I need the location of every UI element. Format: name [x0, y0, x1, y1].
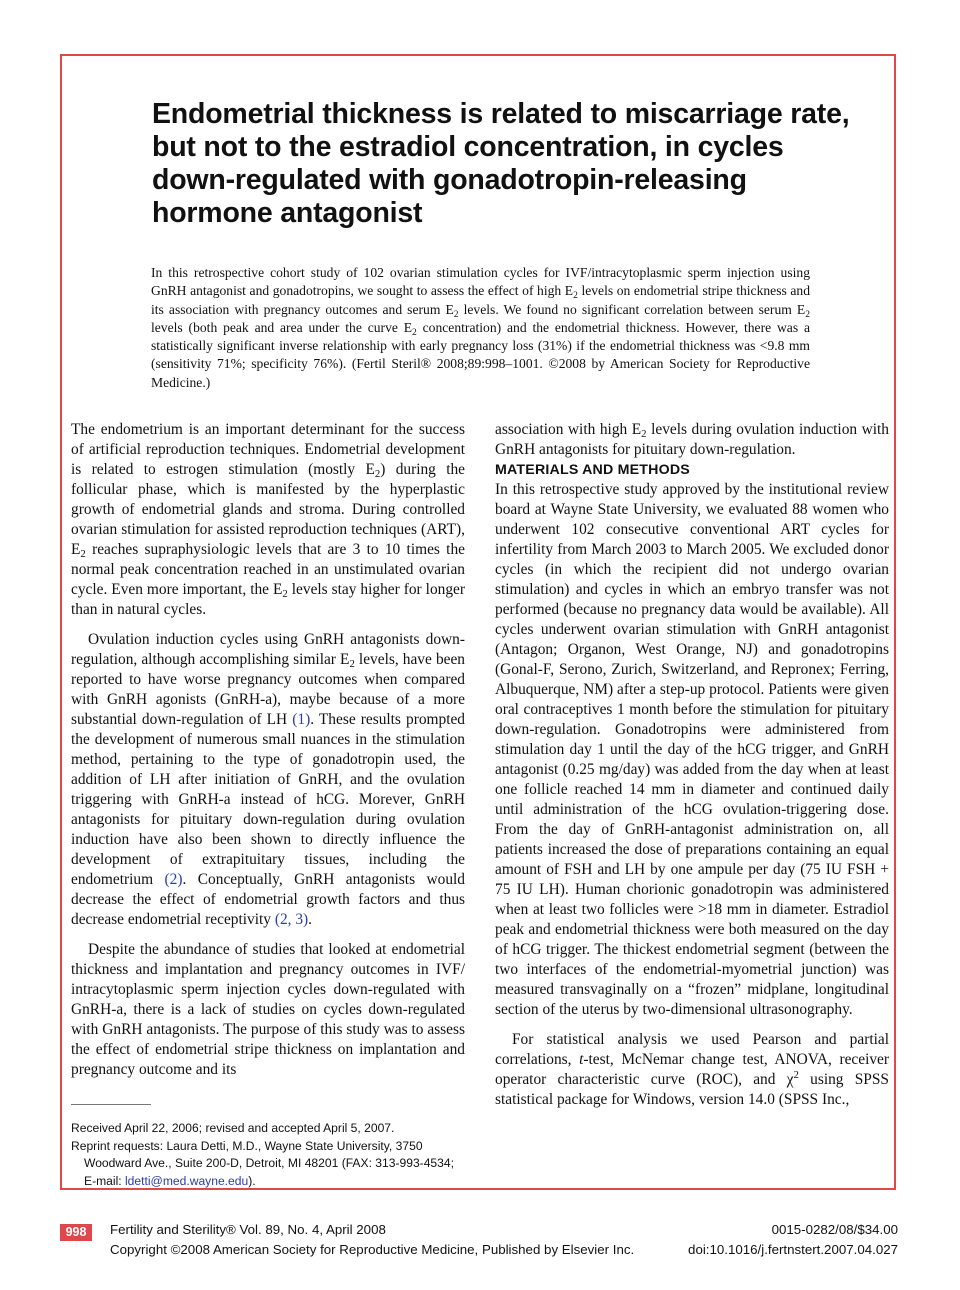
page-number: 998 — [60, 1224, 92, 1241]
title-line: hormone antagonist — [152, 197, 423, 229]
reference-link[interactable]: (1) — [292, 711, 311, 728]
title-line: down-regulated with gonadotropin-releasing — [152, 164, 747, 196]
reference-link[interactable]: (2) — [164, 871, 183, 888]
footer-right — [688, 1220, 898, 1260]
email-line: E-mail: ldetti@med.wayne.edu). — [84, 1173, 256, 1188]
intro-paragraph-3: Despite the abundance of studies that looked at endometrial thickness and implantation and pregnancy outcomes in IVF/ intracytoplasmic sperm injection cycles down-regulated with GnRH-a, there is a lack of studies on cycles down-regulated with GnRH antagonists. The purpose of this study was to assess the effect of endometrial stripe thickness on implantation and pregnancy outcome and its — [71, 941, 465, 1078]
copyright: Copyright ©2008 American Society for Reproductive Medicine, Published by Elsevier Inc. — [110, 1242, 635, 1257]
intro-paragraph-2: Ovulation induction cycles using GnRH antagonists down-regulation, although accomplishing similar $E_2$ levels, have been reported to have worse pregnancy outcomes when compared with GnRH agonists (GnRH-a), maybe because of a more substantial down-regulation of LH (1). These results prompted the development of numerous small nuances in the stimulation method, pertaining to the type of gonadotropin used, the addition of LH after initiation of GnRH, and the ovulation triggering with GnRH-a instead of hCG. Morever, GnRH antagonists for pituitary down-regulation during ovulation induction have also been shown to directly influence the development of extrapituitary tissues, including the endometrium (2). Conceptually, GnRH antagonists would decrease the effect of endometrial growth factors and thus decrease endometrial receptivity (2, 3). — [71, 631, 466, 928]
received-dates: Received April 22, 2006; revised and accepted April 5, 2007. — [71, 1121, 395, 1135]
reprint-requests: Reprint requests: Laura Detti, M.D., Wayne State University, 3750 — [71, 1138, 423, 1153]
section-heading: MATERIALS AND METHODS — [495, 462, 690, 478]
right-column — [495, 420, 889, 1110]
title-line: Endometrial thickness is related to miscarriage rate, — [152, 98, 850, 130]
methods-paragraph-1: In this retrospective study approved by the institutional review board at Wayne State University, we evaluated 88 women who underwent 102 consecutive conventional ART cycles for infertility from March 2003 to March 2005. We excluded donor cycles (in which the recipient did not undergo ovarian stimulation) and cycles in which an embryo transfer was not performed (because no pregnancy data would be available). All cycles underwent ovarian stimulation with GnRH antagonist (Antagon; Organon, West Orange, NJ) and gonadotropins (Gonal-F, Serono, Zurich, Switzerland, and Repronex; Ferring, Albuquerque, NM) after a step-up protocol. Patients were given oral contraceptives 1 month before the stimulation for pituitary down-regulation. Gonadotropins were administered from stimulation day 1 until the day of the hCG trigger, and GnRH antagonist (0.25 mg/day) was added from the day when at least one follicle reached 14 mm in diameter and continued daily until administration of the hCG ovulation-triggering dose. From the day of GnRH-antagonist administration on, all patients increased the dose of preparations containing an equal amount of FSH and LH by one ampule per day (75 IU FSH + 75 IU LH). Human chorionic gonadotropin was administered when at least two follicles were >18 mm in diameter. Estradiol peak and endometrial thickness were both measured on the day of hCG trigger. The thickest endometrial segment (between the two interfaces of the endometrial-myometrial junction) was measured transvaginally on a “frozen” midplane, longitudinal section of the uterus by two-dimensional ultrasonography. — [495, 481, 889, 1018]
footnote — [71, 1120, 465, 1190]
email-link[interactable]: ldetti@med.wayne.edu — [125, 1173, 249, 1188]
left-column — [71, 420, 465, 1080]
title-line: but not to the estradiol concentration, in cycles — [152, 131, 784, 163]
reprint-address: Woodward Ave., Suite 200-D, Detroit, MI 48201 (FAX: 313-993-4534; — [84, 1156, 454, 1171]
intro-paragraph-1: The endometrium is an important determinant for the success of artificial reproduction techniques. Endometrial development is related to estrogen stimulation (mostly $E_2$) during the follicular phase, which is manifested by the hyperplastic growth of endometrial glands and stroma. During controlled ovarian stimulation for assisted reproduction techniques (ART), $E_2$ reaches supraphysiologic levels that are 3 to 10 times the normal peak concentration reached in an unstimulated ovarian cycle. Even more important, the $E_2$ levels stay higher for longer than in natural cycles. — [71, 421, 466, 618]
methods-paragraph-2: For statistical analysis we used Pearson and partial correlations, t-test, McNemar change test, ANOVA, receiver operator characteristic curve (ROC), and $\chi^2$ using SPSS statistical package for Windows, version 14.0 (SPSS Inc., — [495, 1031, 890, 1108]
issn: 0015-0282/08/$34.00 — [771, 1222, 898, 1237]
doi[interactable]: doi:10.1016/j.fertnstert.2007.04.027 — [688, 1242, 898, 1257]
footer-left — [110, 1220, 634, 1260]
journal-citation: Fertility and Sterility® Vol. 89, No. 4, April 2008 — [110, 1222, 386, 1237]
abstract: In this retrospective cohort study of 102 ovarian stimulation cycles for IVF/intracytoplasmic sperm injection using GnRH antagonist and gonadotropins, we sought to assess the effect of high $E_2$ levels on endometrial stripe thickness and its association with pregnancy outcomes and serum $E_2$ levels. We found no significant correlation between serum $E_2$ levels (both peak and area under the curve $E_2$ concentration) and the endometrial thickness. However, there was a statistically significant inverse relationship with early pregnancy loss (31%) if the endometrial thickness was <9.8 mm (sensitivity 71%; specificity 76%). (Fertil Steril® 2008;89:998–1001. ©2008 by American Society for Reproductive Medicine.) — [151, 265, 810, 390]
reference-link[interactable]: (2, 3) — [274, 911, 309, 928]
intro-continuation: association with high $E_2$ levels during ovulation induction with GnRH antagonists for pituitary down-regulation. — [495, 421, 889, 458]
article-title — [152, 98, 850, 230]
footnote-divider — [71, 1104, 151, 1105]
